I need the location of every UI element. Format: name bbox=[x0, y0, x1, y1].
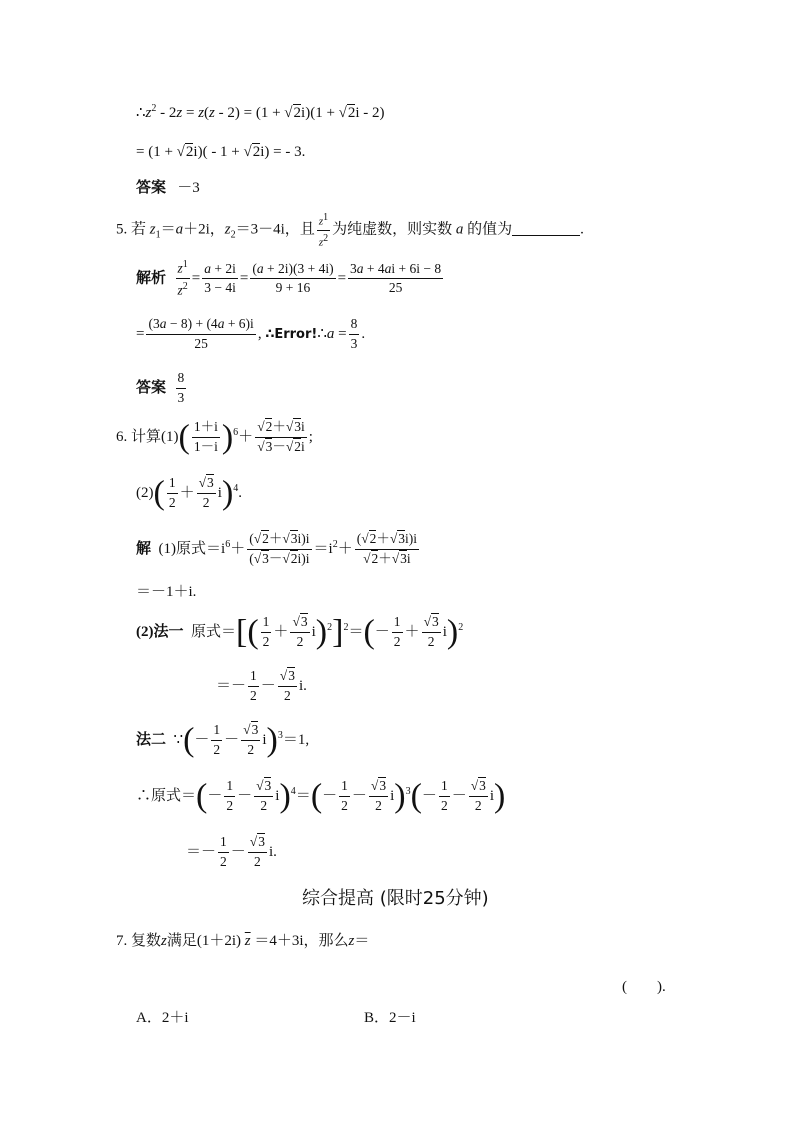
option-a[interactable]: A．2＋i bbox=[136, 1010, 189, 1026]
method-1-label: (2)法一 bbox=[136, 623, 184, 640]
answer-value: －3 bbox=[177, 180, 200, 196]
solution-5-line-2: = $\frac{(3a - 8) + (4a + 6)i}{25}$ , ∴Error!∴a = $\frac{8}{3}$ . bbox=[136, 316, 366, 351]
q5-tail: 为纯虚数，则实数 bbox=[332, 221, 453, 238]
solution-label: 解析 bbox=[136, 270, 167, 287]
q5-tail2: 的值为 bbox=[467, 221, 513, 238]
question-number: 7. bbox=[116, 933, 128, 949]
question-7: 7. 复数z满足(1＋2i) $\overline{z} =4+3i$，那么z＝ bbox=[116, 933, 370, 949]
question-number: 6. bbox=[116, 428, 128, 445]
solution-6-method-1: (2)法一 原式＝[( $\frac{1}{2}$ ＋ $\frac{√3}{2}$ i)$^2$]$^2$＝(－ $\frac{1}{2}$ ＋ $\frac{√3}{2}$ i)$^2$ bbox=[136, 613, 464, 651]
derivation-line-2: = (1 + √2i)( - 1 + √2i) = - 3. bbox=[136, 144, 306, 160]
q5-mid: 且 bbox=[299, 221, 315, 238]
solution-6-method-1-result: ＝－ $\frac{1}{2}$ － $\frac{√3}{2}$ i. bbox=[216, 668, 307, 703]
answer-label: 答案 bbox=[136, 180, 167, 196]
solution-6-part-1-result: ＝－1＋i. bbox=[136, 584, 197, 600]
option-b[interactable]: B．2－i bbox=[364, 1010, 416, 1026]
answer-1 bbox=[136, 181, 200, 196]
question-5: 5. 若 $z_1=a+2i$，$z_2=3-4i$，且 $\frac{z^1}{z^2}$ 为纯虚数，则实数 a 的值为 . bbox=[116, 212, 584, 249]
answer-2: 答案 $\frac{8}{3}$ bbox=[136, 370, 185, 405]
solution-label: 解 bbox=[136, 540, 152, 557]
answer-blank[interactable] bbox=[512, 221, 580, 236]
q5-prefix: 若 bbox=[131, 221, 147, 238]
solution-6-part-1: 解 (1)原式$=i^6+$ $\frac{(√2+√3i)i}{(√3-√2i)i}$ $=i^2+$ $\frac{(√2+√3i)i}{√2+√3i}$ bbox=[136, 531, 418, 566]
solution-6-method-2: 法二 ∵(－ $\frac{1}{2}$ － $\frac{√3}{2}$ i)$^3$＝1, bbox=[136, 721, 310, 759]
question-7-answer-paren: ( ). bbox=[622, 979, 666, 995]
solution-6-method-2-result: ＝－ $\frac{1}{2}$ － $\frac{√3}{2}$ i. bbox=[186, 834, 277, 869]
answer-label: 答案 bbox=[136, 379, 167, 396]
error-field: ∴Error! bbox=[265, 326, 318, 342]
question-number: 5. bbox=[116, 221, 128, 238]
method-2-label: 法二 bbox=[136, 731, 167, 748]
question-6-part-2: (2)( $\frac{1}{2}$ ＋ $\frac{√3}{2}$ i)$^4$. bbox=[136, 474, 243, 512]
solution-6-method-2-line-2: ∴原式＝(－ $\frac{1}{2}$ － $\frac{√3}{2}$ i)$^4$＝(－ $\frac{1}{2}$ － $\frac{√3}{2}$ i)$^3$(－ $\frac{1}{2}$ － $\frac{√3}{2}$ i) bbox=[136, 777, 506, 815]
derivation-line-1: $\therefore z^2 - 2z = z(z - 2) = (1 + √2i)(1 + √2i - 2)$ bbox=[136, 103, 385, 121]
solution-5-line-1: 解析 $\frac{z^1}{z^2}$ = $\frac{a + 2i}{3 - 4i}$ = $\frac{(a + 2i)(3 + 4i)}{9 + 16}$ = $\frac{3a + 4ai + 6i - 8}{25}$ bbox=[136, 259, 442, 298]
q6-title: 计算(1) bbox=[131, 428, 179, 445]
question-6: 6. 计算(1)( $\frac{1+i}{1-i}$ )$^6$＋ $\frac{√2+√3i}{√3-√2i}$ ; bbox=[116, 418, 313, 456]
section-heading: 综合提高 (限时25分钟) bbox=[302, 888, 489, 909]
